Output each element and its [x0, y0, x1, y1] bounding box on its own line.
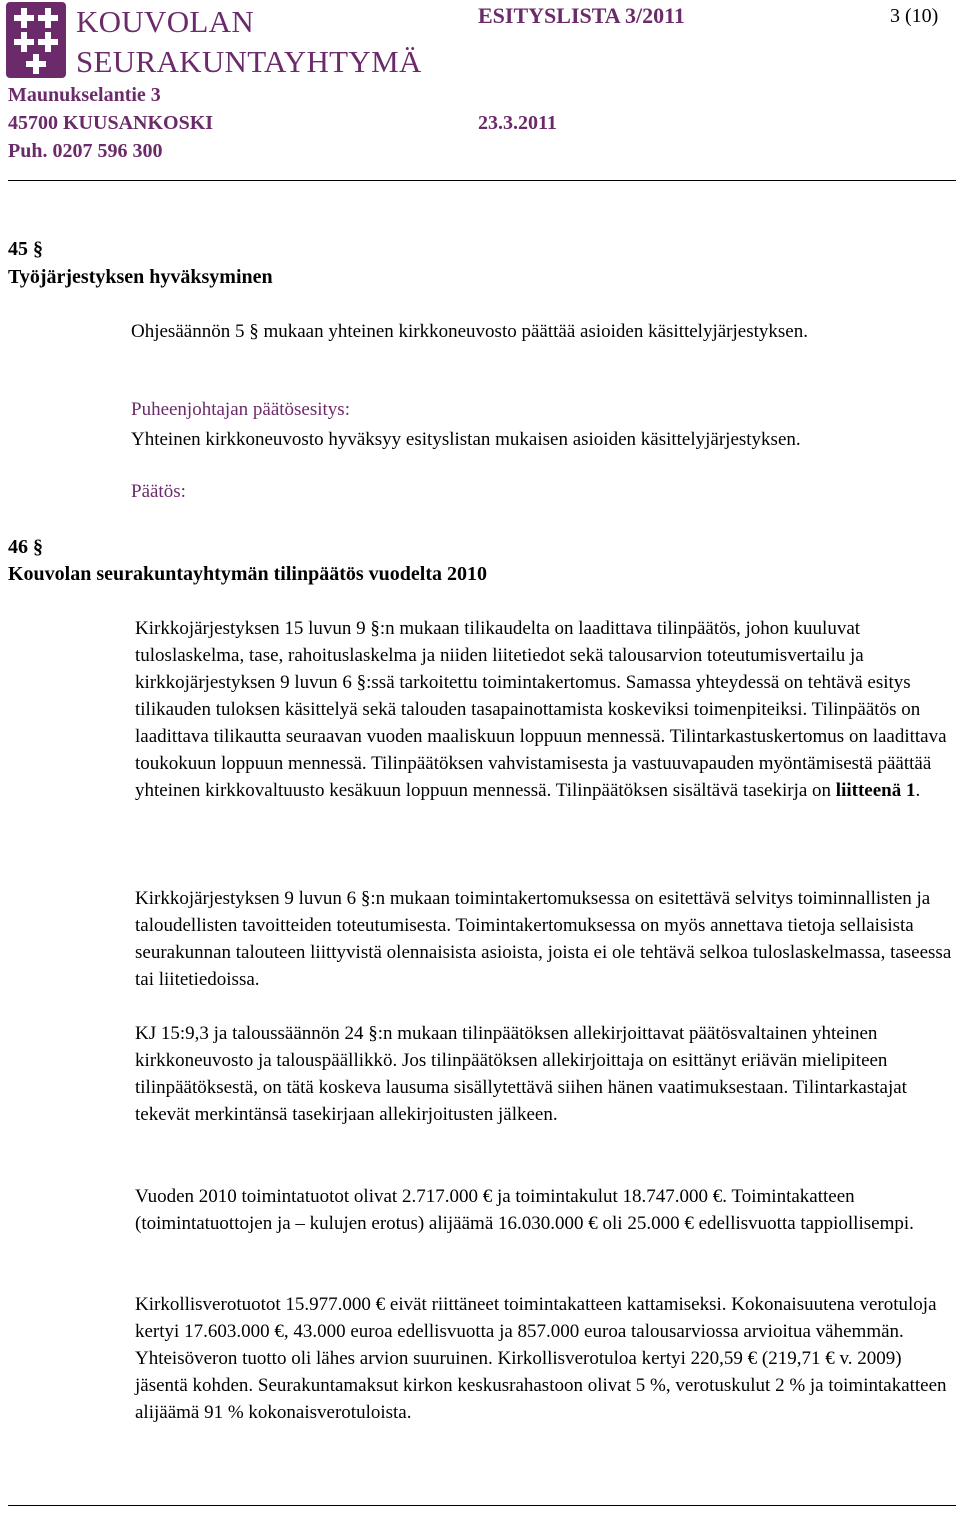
- attachment-reference: liitteenä 1: [835, 780, 916, 801]
- footer-divider: [8, 1505, 956, 1506]
- organization-name: [76, 2, 476, 82]
- section-body: Ohjesäännön 5 § mukaan yhteinen kirkkoneuvosto päättää asioiden käsittelyjärjestyksen.: [131, 321, 808, 342]
- organization-name-line2: SEURAKUNTAYHTYMÄ: [76, 44, 422, 79]
- crosses-shield-icon: [6, 2, 66, 78]
- decision-label: Päätös:: [131, 481, 186, 502]
- address-street: Maunukselantie 3: [8, 84, 161, 106]
- paragraph-financial-statement: [135, 615, 955, 804]
- page-number: 3 (10): [890, 5, 939, 27]
- document-title: ESITYSLISTA 3/2011: [478, 3, 685, 28]
- paragraph-tax-revenue: Kirkollisverotuotot 15.977.000 € eivät riittäneet toimintakatteen kattamiseksi. Kokonaisuutena verotuloja kertyi 17.603.000 €, 43.000 euroa edellisvuotta ja 857.000 euroa talousarviossa arvioitua vähemmän. Yhteisöveron tuotto oli lähes arvion suuruinen. Kirkollisverotuloa kertyi 220,59 € (219,71 € v. 2009) jäsentä kohden. Seurakuntamaksut kirkon keskusrahastoon olivat 5 %, verotuskulut 2 % ja toimintakatteen alijäämä 91 % kokonaisverotuloista.: [135, 1294, 947, 1423]
- section-title: Työjärjestyksen hyväksyminen: [8, 266, 273, 288]
- paragraph-annual-report: Kirkkojärjestyksen 9 luvun 6 §:n mukaan toimintakertomuksessa on esitettävä selvitys toiminnallisten ja taloudellisten tavoitteiden toteutumisesta. Toimintakertomuksessa on myös annettava tietoja sellaisista seurakunnan talouteen liittyvistä olennaisista asioista, joista ei ole tehtävä selkoa tuloslaskelmassa, taseessa tai liitetiedoissa.: [135, 888, 952, 990]
- organization-name-line1: KOUVOLAN: [76, 4, 255, 39]
- paragraph-signatures: KJ 15:9,3 ja taloussäännön 24 §:n mukaan tilinpäätöksen allekirjoittavat päätösvaltainen yhteinen kirkkoneuvosto ja talouspäällikkö. Jos tilinpäätöksen allekirjoittaja on esittänyt eriävän mielipiteen tilinpäätöksestä, on tätä koskeva lausuma sisällytettävä siihen hänen vaatimuksestaan. Tilintarkastajat tekevät merkintänsä tasekirjaan allekirjoitusten jälkeen.: [135, 1023, 907, 1125]
- header-divider: [8, 180, 956, 181]
- proposal-label: Puheenjohtajan päätösesitys:: [131, 399, 350, 420]
- paragraph-end: .: [915, 780, 921, 801]
- section-title: Kouvolan seurakuntayhtymän tilinpäätös vuodelta 2010: [8, 563, 487, 585]
- paragraph-operating-income: Vuoden 2010 toimintatuotot olivat 2.717.000 € ja toimintakulut 18.747.000 €. Toimintakatteen (toimintatuottojen ja – kulujen erotus) alijäämä 16.030.000 € oli 25.000 € edellisvuotta tappiollisempi.: [135, 1186, 914, 1234]
- section-number: 46 §: [8, 536, 43, 558]
- paragraph-text: Kirkkojärjestyksen 15 luvun 9 §:n mukaan tilikaudelta on laadittava tilinpäätös, johon kuuluvat tuloslaskelma, tase, rahoituslaskelma ja niiden liitetiedot sekä talousarvion toteutumisvertailu ja kirkkojärjestyksen 9 luvun 6 §:ssä tarkoitettu toimintakertomus. Samassa yhteydessä on tehtävä esitys tilikauden tuloksen käsittelyä sekä talouden tasapainottamista koskeviksi toimenpiteiksi. Tilinpäätös on laadittava tilikautta seuraavan vuoden maaliskuun loppuun mennessä. Tilintarkastuskertomus on laadittava toukokuun loppuun mennessä. Tilinpäätöksen vahvistamisesta ja vastuuvapauden myöntämisestä päättää yhteinen kirkkovaltuusto kesäkuun loppuun mennessä. Tilinpäätöksen sisältävä tasekirja on: [135, 618, 947, 801]
- document-date: 23.3.2011: [478, 112, 557, 134]
- address-city: 45700 KUUSANKOSKI: [8, 112, 214, 134]
- proposal-text: Yhteinen kirkkoneuvosto hyväksyy esityslistan mukaisen asioiden käsittelyjärjestyksen.: [131, 429, 801, 450]
- phone-number: Puh. 0207 596 300: [8, 140, 163, 162]
- section-number: 45 §: [8, 238, 43, 260]
